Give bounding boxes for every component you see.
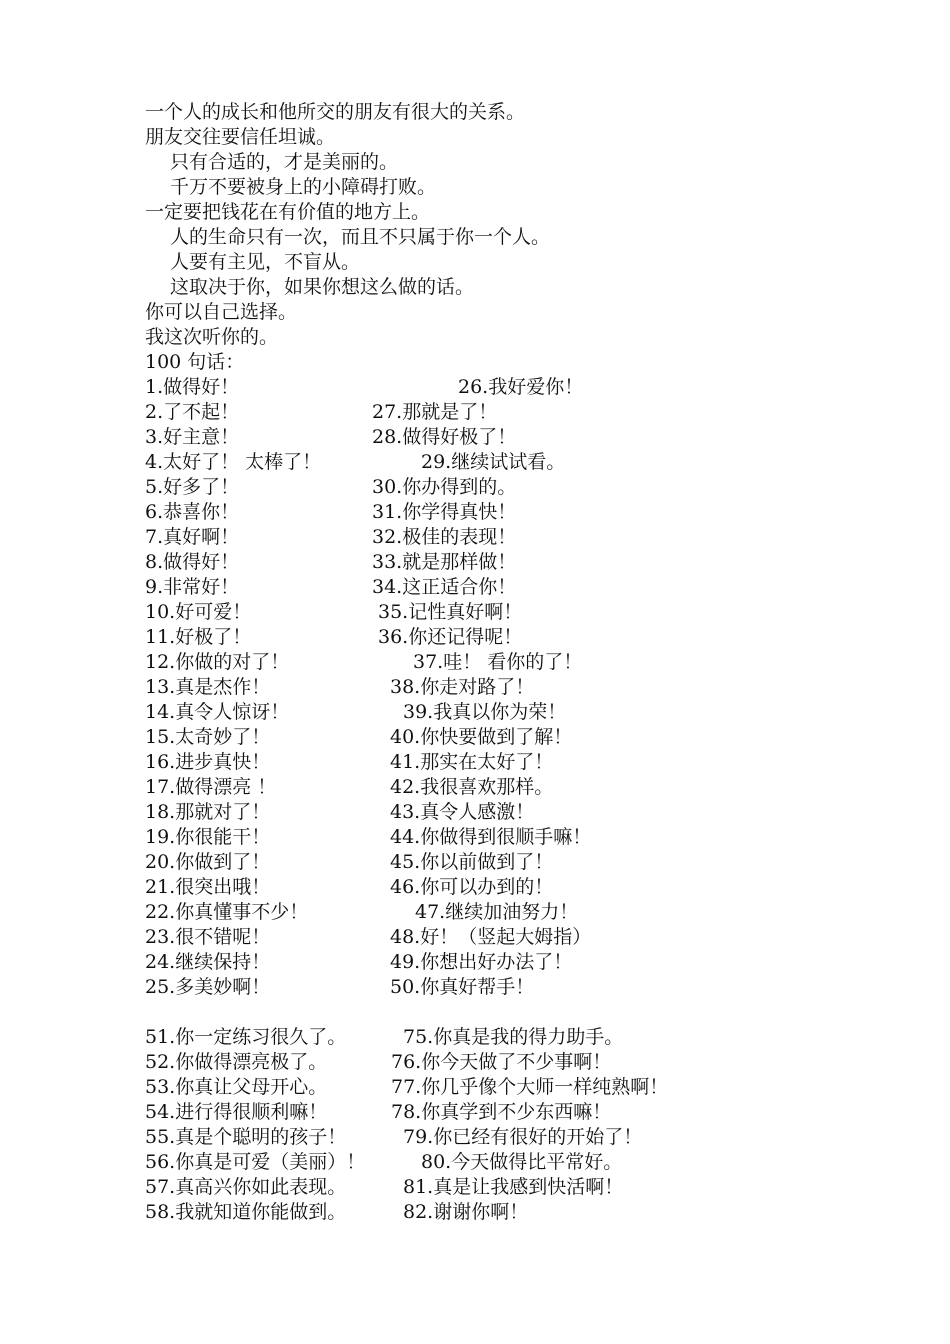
phrase-item: 17.做得漂亮 ！ [145, 776, 277, 798]
phrase-item: 58.我就知道你能做到。 [145, 1201, 347, 1223]
phrase-item: 34.这正适合你！ [372, 576, 517, 598]
phrase-item: 31.你学得真快！ [372, 501, 517, 523]
phrase-item: 75.你真是我的得力助手。 [403, 1026, 624, 1048]
phrase-item: 10.好可爱！ [145, 601, 252, 623]
phrase-item: 11.好极了！ [145, 626, 252, 648]
phrase-item: 33.就是那样做！ [372, 551, 517, 573]
phrase-item: 79.你已经有很好的开始了！ [403, 1126, 643, 1148]
phrase-item: 39.我真以你为荣！ [403, 701, 567, 723]
phrase-item: 29.继续试试看。 [421, 451, 566, 473]
phrase-item: 42.我很喜欢那样。 [390, 776, 554, 798]
phrase-item: 22.你真懂事不少！ [145, 901, 309, 923]
phrase-item: 52.你做得漂亮极了。 [145, 1051, 328, 1073]
intro-line: 人要有主见，不盲从。 [170, 251, 361, 273]
phrase-item: 28.做得好极了！ [372, 426, 517, 448]
phrase-item: 5.好多了！ [145, 476, 240, 498]
phrase-item: 12.你做的对了！ [145, 651, 290, 673]
intro-line: 你可以自己选择。 [145, 301, 298, 323]
phrase-item: 53.你真让父母开心。 [145, 1076, 328, 1098]
phrase-item: 27.那就是了！ [372, 401, 498, 423]
phrase-item: 7.真好啊！ [145, 526, 240, 548]
phrase-item: 82.谢谢你啊！ [403, 1201, 529, 1223]
phrase-item: 25.多美妙啊！ [145, 976, 271, 998]
phrase-item: 24.继续保持！ [145, 951, 271, 973]
intro-line: 朋友交往要信任坦诚。 [145, 126, 336, 148]
phrase-item: 57.真高兴你如此表现。 [145, 1176, 347, 1198]
phrase-item: 38.你走对路了！ [390, 676, 535, 698]
phrase-item: 81.真是让我感到快活啊！ [403, 1176, 624, 1198]
phrase-item: 37.哇！ 看你的了！ [413, 651, 583, 673]
phrase-item: 35.记性真好啊！ [378, 601, 523, 623]
phrase-item: 3.好主意！ [145, 426, 240, 448]
phrase-item: 54.进行得很顺利嘛！ [145, 1101, 328, 1123]
intro-line: 只有合适的，才是美丽的。 [170, 151, 399, 173]
phrase-item: 14.真令人惊讶！ [145, 701, 290, 723]
intro-line: 人的生命只有一次，而且不只属于你一个人。 [170, 226, 551, 248]
intro-line: 这取决于你，如果你想这么做的话。 [170, 276, 475, 298]
phrase-item: 32.极佳的表现！ [372, 526, 517, 548]
phrase-item: 8.做得好！ [145, 551, 240, 573]
phrase-item: 47.继续加油努力！ [415, 901, 579, 923]
phrase-item: 20.你做到了！ [145, 851, 271, 873]
phrase-item: 78.你真学到不少东西嘛！ [391, 1101, 612, 1123]
phrase-item: 30.你办得到的。 [372, 476, 517, 498]
phrase-item: 18.那就对了！ [145, 801, 271, 823]
intro-line: 我这次听你的。 [145, 326, 279, 348]
intro-line: 千万不要被身上的小障碍打败。 [170, 176, 437, 198]
phrase-item: 36.你还记得呢！ [378, 626, 523, 648]
phrase-item: 2.了不起！ [145, 401, 240, 423]
phrase-item: 21.很突出哦！ [145, 876, 271, 898]
phrase-item: 19.你很能干！ [145, 826, 271, 848]
phrase-item: 56.你真是可爱（美丽）！ [145, 1151, 366, 1173]
phrase-item: 48.好！（竖起大姆指） [390, 926, 592, 948]
intro-line: 一个人的成长和他所交的朋友有很大的关系。 [145, 101, 526, 123]
phrase-item: 15.太奇妙了！ [145, 726, 271, 748]
phrase-item: 55.真是个聪明的孩子！ [145, 1126, 347, 1148]
phrase-item: 76.你今天做了不少事啊！ [391, 1051, 612, 1073]
phrase-item: 45.你以前做到了！ [390, 851, 554, 873]
intro-line: 一定要把钱花在有价值的地方上。 [145, 201, 431, 223]
phrase-item: 41.那实在太好了！ [390, 751, 554, 773]
phrase-item: 50.你真好帮手！ [390, 976, 535, 998]
phrase-item: 4.太好了！ 太棒了！ [145, 451, 322, 473]
phrase-item: 51.你一定练习很久了。 [145, 1026, 347, 1048]
phrase-item: 40.你快要做到了解！ [390, 726, 573, 748]
phrase-item: 80.今天做得比平常好。 [421, 1151, 623, 1173]
phrase-item: 23.很不错呢！ [145, 926, 271, 948]
phrase-item: 43.真令人感激！ [390, 801, 535, 823]
phrase-item: 77.你几乎像个大师一样纯熟啊！ [391, 1076, 669, 1098]
section-heading: 100 句话： [145, 351, 245, 373]
phrase-item: 1.做得好！ [145, 376, 240, 398]
phrase-item: 46.你可以办到的！ [390, 876, 554, 898]
phrase-item: 16.进步真快！ [145, 751, 271, 773]
phrase-item: 44.你做得到很顺手嘛！ [390, 826, 592, 848]
phrase-item: 9.非常好！ [145, 576, 240, 598]
phrase-item: 13.真是杰作！ [145, 676, 271, 698]
phrase-item: 49.你想出好办法了！ [390, 951, 573, 973]
phrase-item: 26.我好爱你！ [458, 376, 584, 398]
phrase-item: 6.恭喜你！ [145, 501, 240, 523]
